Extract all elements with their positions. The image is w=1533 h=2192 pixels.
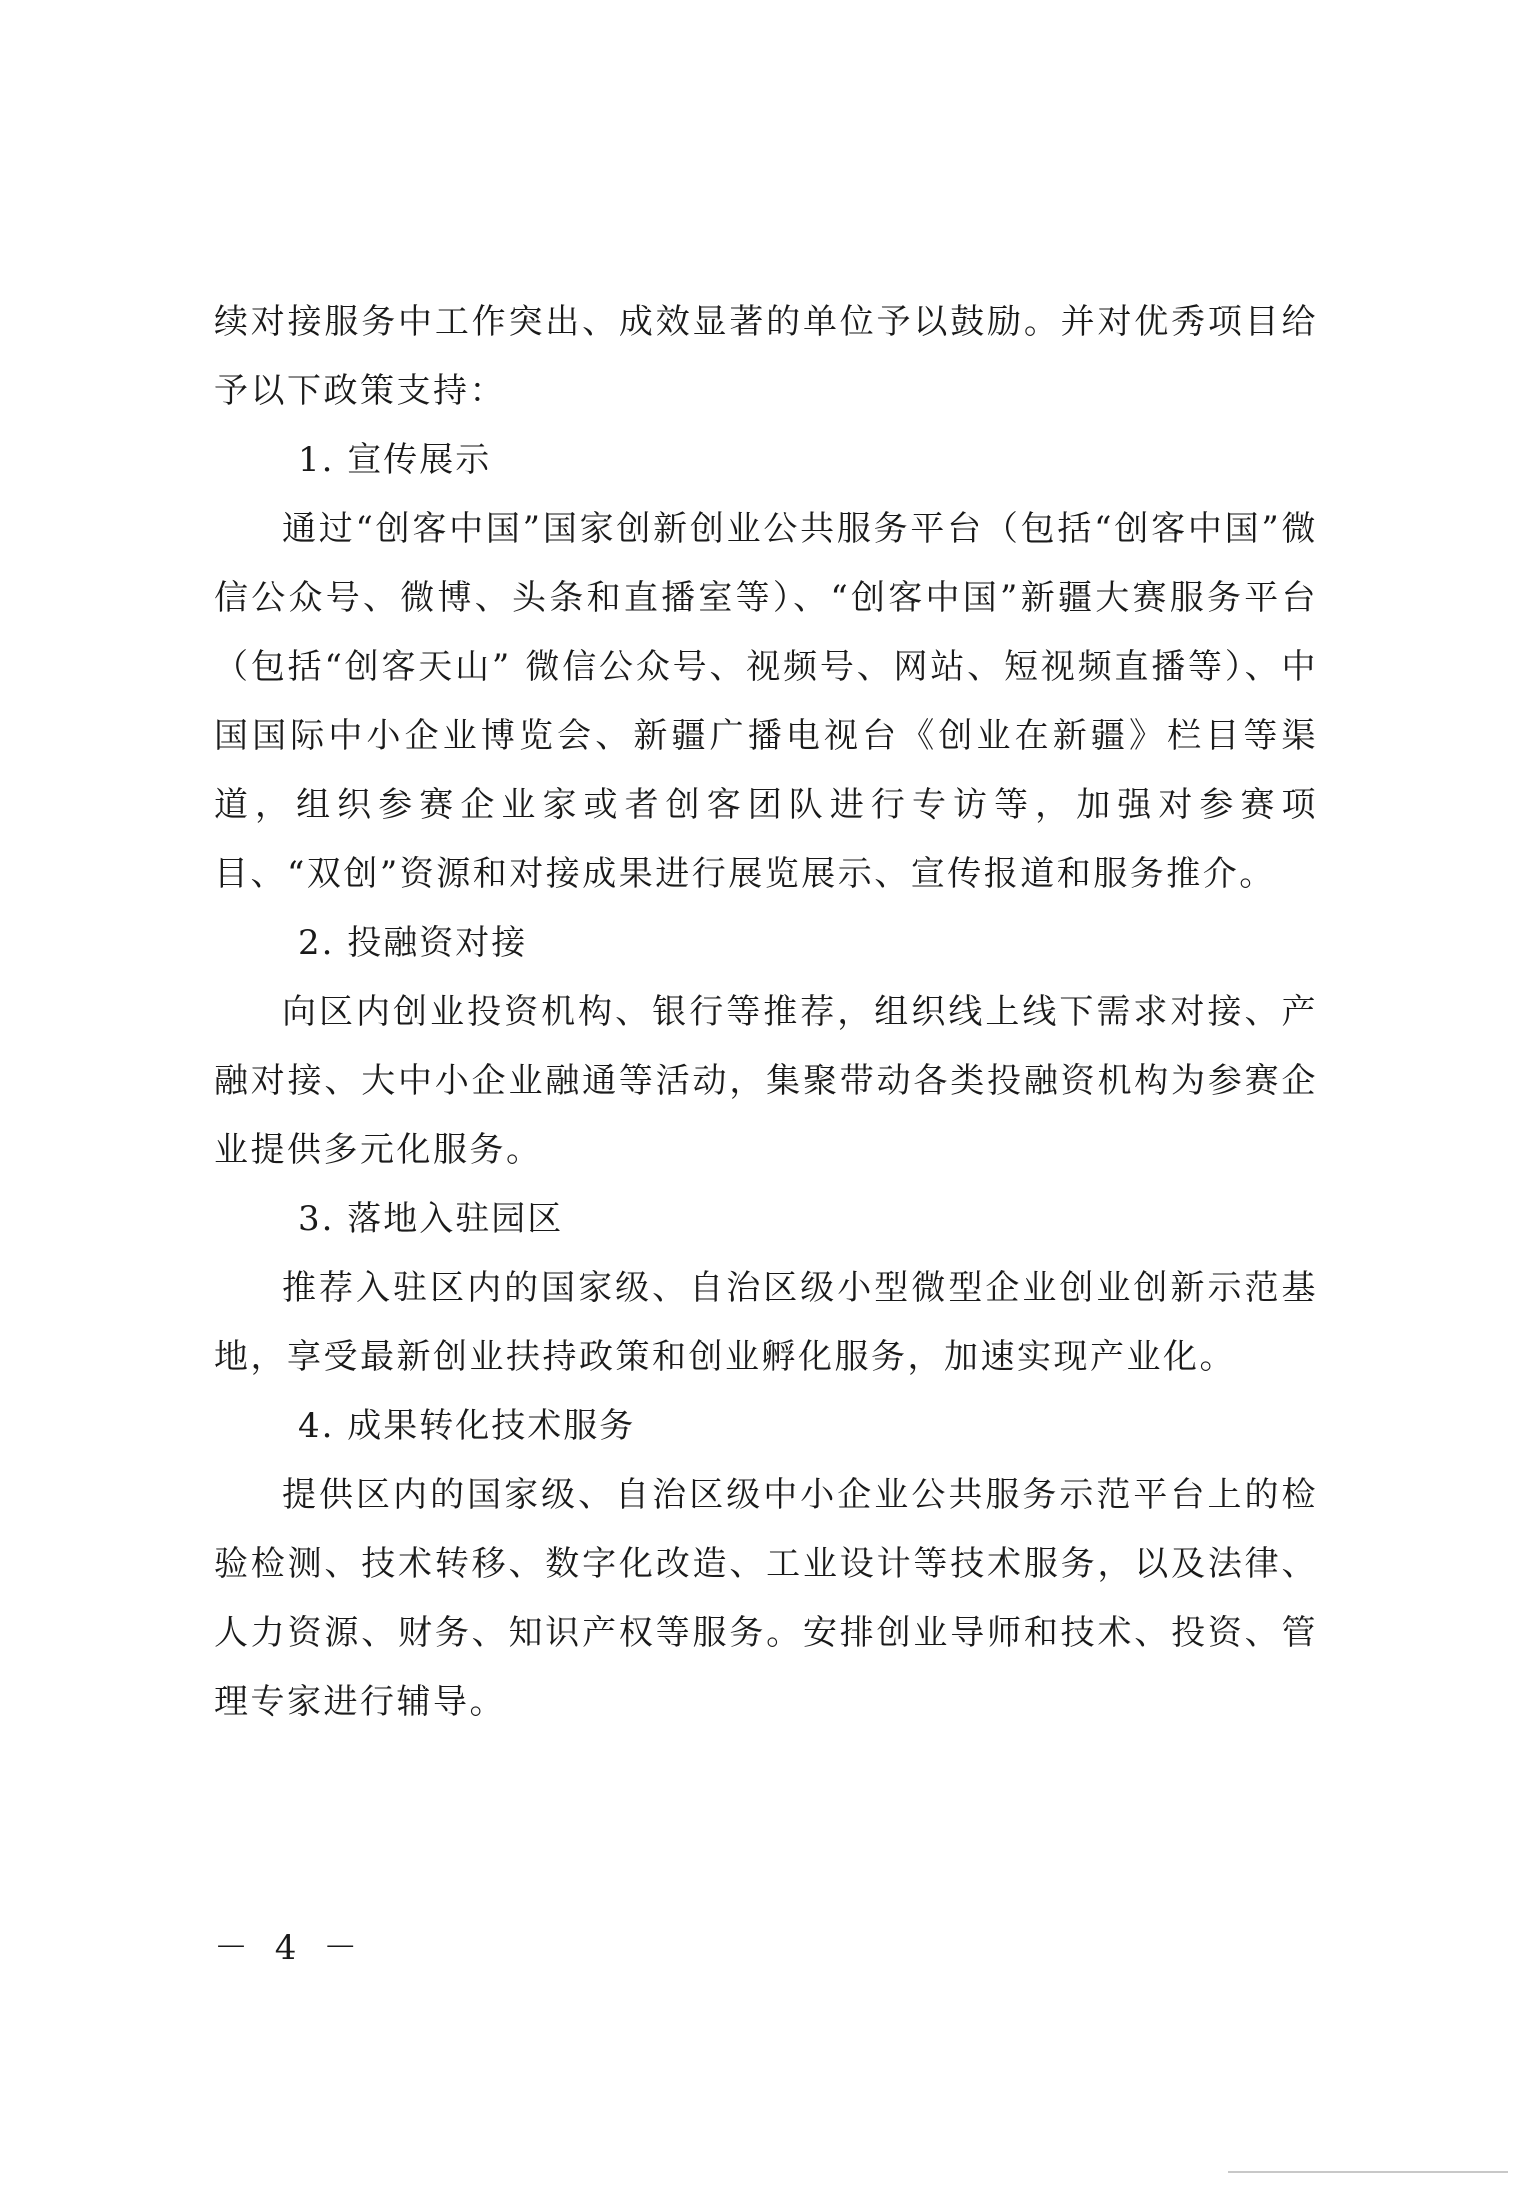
section-body-publicity: 通过“创客中国”国家创新创业公共服务平台（包括“创客中国”微信公众号、微博、头条和直播室等）、“创客中国”新疆大赛服务平台（包括“创客天山” 微信公众号、视频号、网站、短视频直播等）、中国国际中小企业博览会、新疆广播电视台《创业在新疆》栏目等渠道，组织参赛企业家或者创客团队进行专访等，加强对参赛项目、“双创”资源和对接成果进行展览展示、宣传报道和服务推介。 <box>214 509 1318 894</box>
section-body-tech-services: 提供区内的国家级、自治区级中小企业公共服务示范平台上的检验检测、技术转移、数字化改造、工业设计等技术服务，以及法律、人力资源、财务、知识产权等服务。安排创业导师和技术、投资、管理专家进行辅导。 <box>214 1475 1318 1722</box>
document-body <box>214 288 1318 1737</box>
footer-divider <box>1228 2171 1508 2173</box>
section-body-park-entry: 推荐入驻区内的国家级、自治区级小型微型企业创业创新示范基地，享受最新创业扶持政策和创业孵化服务，加速实现产业化。 <box>214 1268 1318 1377</box>
section-heading-tech-services: 4. 成果转化技术服务 <box>298 1406 636 1446</box>
section-heading-publicity: 1. 宣传展示 <box>298 440 492 480</box>
section-heading-park-entry: 3. 落地入驻园区 <box>298 1199 564 1239</box>
continuation-paragraph: 续对接服务中工作突出、成效显著的单位予以鼓励。并对优秀项目给予以下政策支持： <box>214 302 1318 411</box>
page-number: － 4 － <box>214 1928 366 1968</box>
section-heading-financing: 2. 投融资对接 <box>298 923 528 963</box>
section-body-financing: 向区内创业投资机构、银行等推荐，组织线上线下需求对接、产融对接、大中小企业融通等活动，集聚带动各类投融资机构为参赛企业提供多元化服务。 <box>214 992 1318 1170</box>
